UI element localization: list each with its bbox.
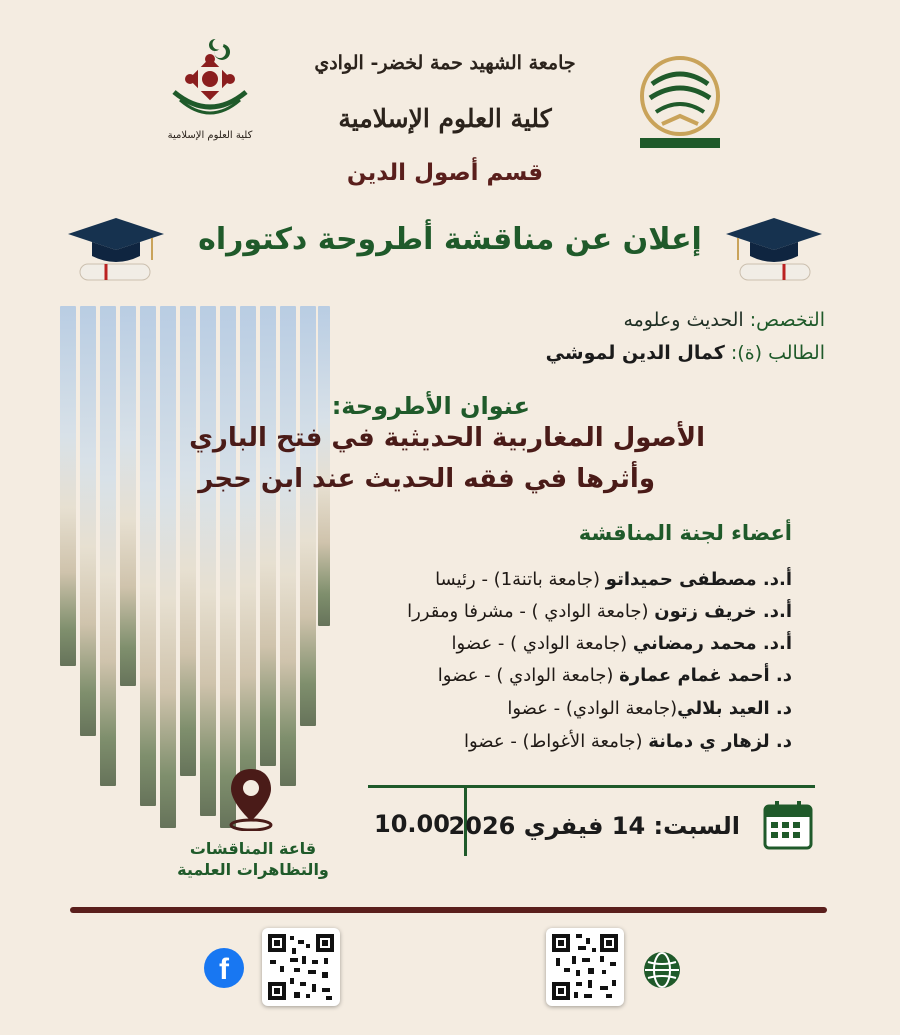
- student-label: الطالب (ة):: [730, 342, 825, 364]
- schedule-frame: [368, 785, 815, 788]
- venue-line2: والتظاهرات العلمية: [177, 860, 329, 879]
- faculty-logo: [160, 34, 260, 152]
- member-role: (جامعة الوادي) - عضوا: [507, 698, 678, 719]
- student-row: [546, 342, 825, 364]
- committee-label: أعضاء لجنة المناقشة: [578, 521, 792, 545]
- committee-member: [407, 601, 792, 622]
- date-value: السبت: 14 فيفري 2026: [448, 812, 740, 840]
- member-name: أ.د. مصطفى حميداتو: [605, 569, 792, 590]
- graduation-cap-icon: [66, 212, 166, 288]
- member-role: (جامعة الوادي ) - عضوا: [451, 633, 633, 654]
- calendar-icon: [763, 800, 813, 850]
- specialty-row: [623, 309, 825, 331]
- member-name: د. العيد بلالي: [677, 698, 792, 719]
- venue-line1: قاعة المناقشات: [189, 839, 317, 858]
- location-pin-icon: [223, 765, 279, 831]
- specialty-label: التخصص:: [749, 309, 825, 331]
- department-name: قسم أصول الدين: [346, 160, 544, 186]
- member-name: أ.د. خريف زتون: [654, 601, 792, 622]
- university-name: جامعة الشهيد حمة لخضر- الوادي: [314, 52, 576, 74]
- qr-code-facebook[interactable]: [262, 928, 340, 1006]
- committee-member: [452, 633, 792, 654]
- student-name: كمال الدين لموشي: [545, 342, 725, 364]
- member-role: (جامعة الوادي ) - عضوا: [437, 665, 620, 686]
- time-value: 10.00: [374, 810, 450, 838]
- thesis-title-line1: الأصول المغاربية الحديثية في فتح الباري: [189, 423, 705, 453]
- committee-member: [435, 569, 792, 590]
- member-role: (جامعة الوادي ) - مشرفا ومقررا: [407, 601, 655, 622]
- facebook-icon[interactable]: f: [204, 948, 244, 988]
- member-name: د. لزهار ي دمانة: [648, 731, 792, 752]
- committee-member: [507, 698, 792, 719]
- qr-code-website[interactable]: [546, 928, 624, 1006]
- member-role: (جامعة باتنة1) - رئيسا: [435, 569, 606, 590]
- website-globe-icon[interactable]: [642, 950, 682, 990]
- thesis-label: عنوان الأطروحة:: [331, 392, 530, 420]
- announcement-title: إعلان عن مناقشة أطروحة دكتوراه: [198, 222, 702, 257]
- thesis-title-line2: وأثرها في فقه الحديث عند ابن حجر: [198, 464, 655, 494]
- faculty-logo-caption: كلية العلوم الإسلامية: [167, 130, 253, 141]
- member-name: أ.د. محمد رمضاني: [632, 633, 792, 654]
- footer-separator: [70, 907, 827, 913]
- specialty-value: الحديث وعلومه: [623, 309, 744, 331]
- faculty-name: كلية العلوم الإسلامية: [338, 104, 552, 133]
- member-role: (جامعة الأغواط) - عضوا: [463, 731, 649, 752]
- member-name: د. أحمد غمام عمارة: [619, 665, 792, 686]
- university-logo: [632, 54, 728, 154]
- campus-photo: [60, 306, 330, 828]
- committee-member: [464, 731, 792, 752]
- venue: [118, 838, 388, 880]
- graduation-cap-icon: [724, 212, 824, 288]
- committee-member: [438, 665, 792, 686]
